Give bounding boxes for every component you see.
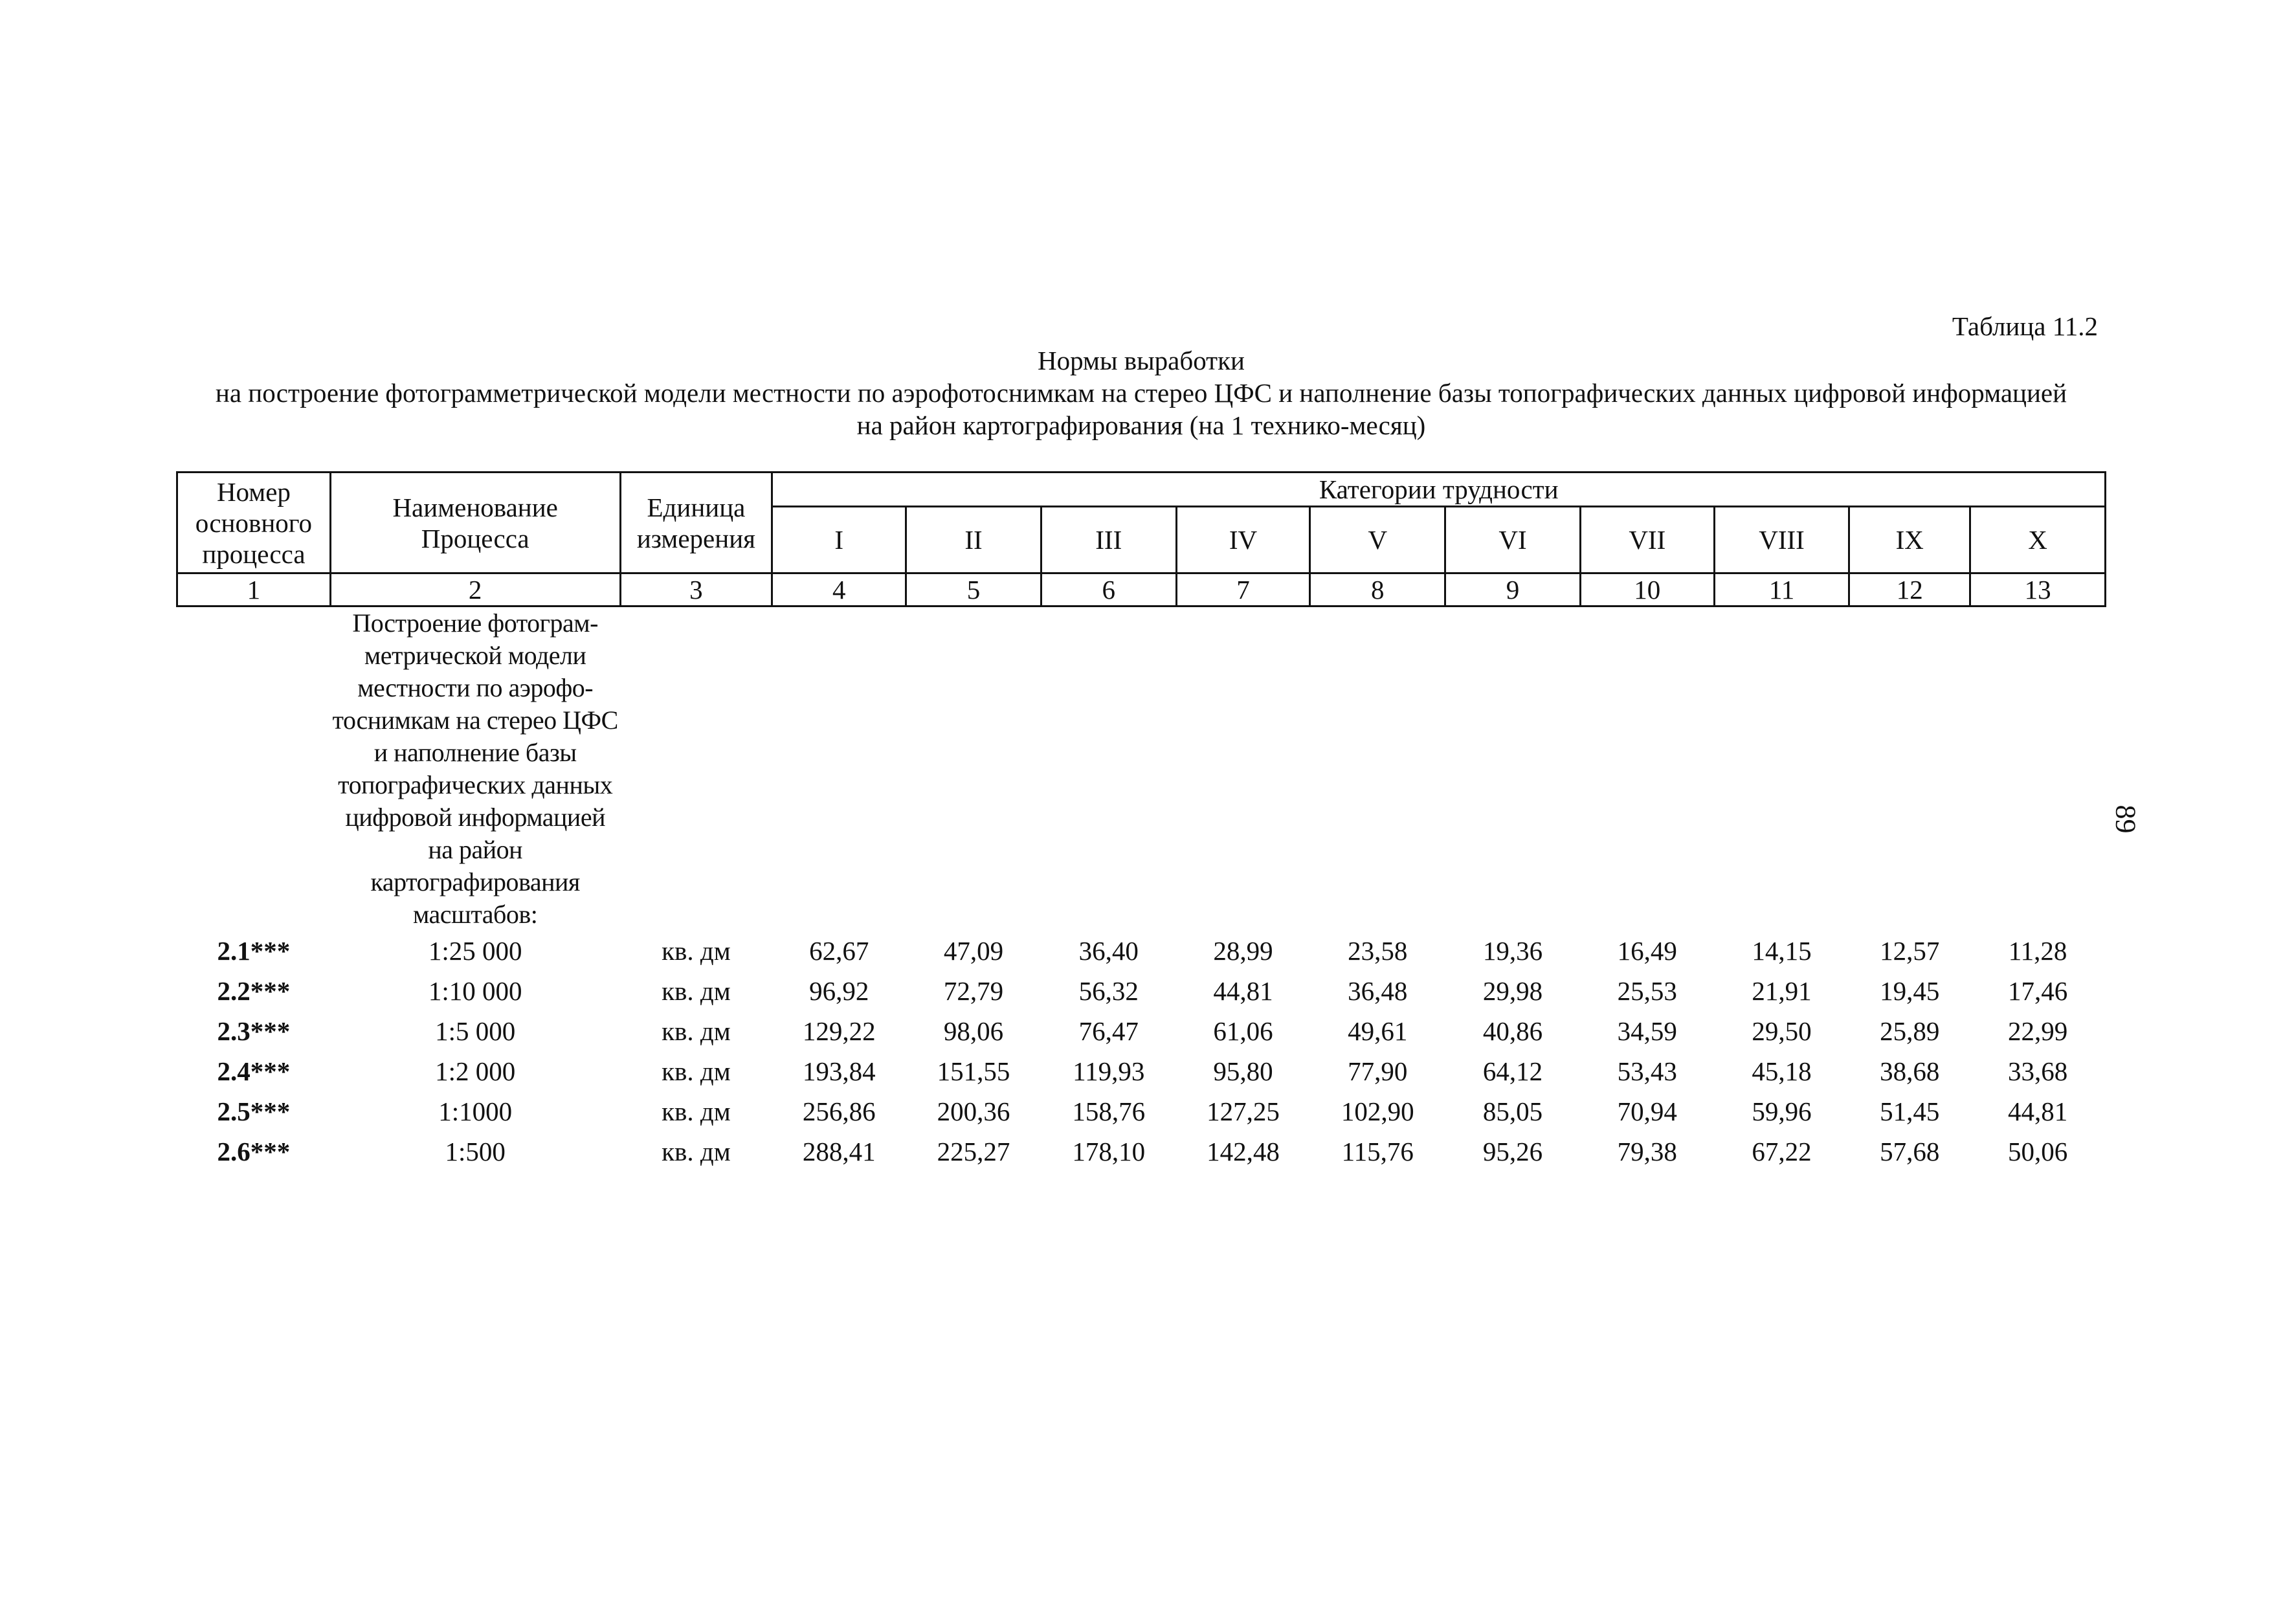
header-category: V xyxy=(1310,507,1445,573)
header-category: VII xyxy=(1580,507,1714,573)
row-value: 34,59 xyxy=(1617,1016,1677,1046)
row-value: 38,68 xyxy=(1880,1056,1940,1086)
column-number: 10 xyxy=(1580,573,1714,606)
row-value: 28,99 xyxy=(1213,936,1273,966)
table-label: Таблица 11.2 xyxy=(1952,311,2098,341)
row-value: 76,47 xyxy=(1078,1016,1139,1046)
row-unit: кв. дм xyxy=(662,1016,731,1046)
document-subtitle-line-2: на район картографирования (на 1 технико-месяц) xyxy=(856,410,1426,440)
header-process-number: Номер основного процесса xyxy=(177,473,331,573)
row-value: 36,48 xyxy=(1348,976,1408,1006)
document-subtitle-line-1: на построение фотограмметрической модели местности по аэрофотоснимкам на стерео ЦФС и наполнение базы топографических данных цифровой информацией xyxy=(215,378,2067,408)
table-row xyxy=(177,1011,2106,1051)
row-value: 29,50 xyxy=(1752,1016,1812,1046)
row-value: 158,76 xyxy=(1072,1096,1146,1126)
column-number: 6 xyxy=(1041,573,1176,606)
column-number: 11 xyxy=(1714,573,1849,606)
column-number: 9 xyxy=(1445,573,1581,606)
header-category: VIII xyxy=(1714,507,1849,573)
row-value: 17,46 xyxy=(2007,976,2068,1006)
document-title: Нормы выработки xyxy=(1038,346,1245,375)
row-value: 115,76 xyxy=(1341,1137,1414,1166)
row-value: 33,68 xyxy=(2007,1056,2068,1086)
column-number: 1 xyxy=(177,573,331,606)
process-description: Построение фотограм-метрической модели местности по аэрофо-тоснимкам на стерео ЦФС и наполнение базы топографических данных цифровой информацией на район картографирования масштабов: xyxy=(332,608,618,929)
row-unit: кв. дм xyxy=(662,1056,731,1086)
row-value: 21,91 xyxy=(1752,976,1812,1006)
row-value: 56,32 xyxy=(1078,976,1139,1006)
row-value: 36,40 xyxy=(1078,936,1139,966)
row-code: 2.1*** xyxy=(217,936,291,966)
row-value: 95,80 xyxy=(1213,1056,1273,1086)
row-value: 44,81 xyxy=(1213,976,1273,1006)
column-number: 8 xyxy=(1310,573,1445,606)
header-unit: Единица измерения xyxy=(620,473,772,573)
row-value: 19,36 xyxy=(1482,936,1543,966)
row-value: 16,49 xyxy=(1617,936,1677,966)
row-unit: кв. дм xyxy=(662,936,731,966)
row-value: 98,06 xyxy=(943,1016,1004,1046)
row-code: 2.2*** xyxy=(217,976,291,1006)
row-value: 57,68 xyxy=(1880,1137,1940,1166)
title-block xyxy=(176,344,2106,441)
row-value: 62,67 xyxy=(809,936,869,966)
norms-table xyxy=(176,471,2106,1172)
header-category: X xyxy=(1970,507,2106,573)
row-value: 119,93 xyxy=(1073,1056,1145,1086)
row-value: 142,48 xyxy=(1207,1137,1280,1166)
header-category: I xyxy=(772,507,906,573)
row-value: 23,58 xyxy=(1348,936,1408,966)
table-row xyxy=(177,1091,2106,1131)
row-value: 44,81 xyxy=(2007,1096,2068,1126)
row-value: 193,84 xyxy=(802,1056,876,1086)
table-row xyxy=(177,931,2106,971)
column-number: 2 xyxy=(330,573,620,606)
column-number: 12 xyxy=(1849,573,1970,606)
row-value: 25,89 xyxy=(1880,1016,1940,1046)
row-value: 151,55 xyxy=(937,1056,1010,1086)
row-value: 25,53 xyxy=(1617,976,1677,1006)
row-code: 2.5*** xyxy=(217,1096,291,1126)
header-category: IX xyxy=(1849,507,1970,573)
description-row xyxy=(177,606,2106,931)
row-value: 14,15 xyxy=(1752,936,1812,966)
column-number: 7 xyxy=(1176,573,1310,606)
row-value: 61,06 xyxy=(1213,1016,1273,1046)
header-category: IV xyxy=(1176,507,1310,573)
table-row xyxy=(177,1051,2106,1091)
page-number: 89 xyxy=(2110,805,2142,834)
row-value: 129,22 xyxy=(802,1016,876,1046)
row-value: 51,45 xyxy=(1880,1096,1940,1126)
row-value: 40,86 xyxy=(1482,1016,1543,1046)
row-value: 29,98 xyxy=(1482,976,1543,1006)
row-value: 256,86 xyxy=(802,1096,876,1126)
row-value: 47,09 xyxy=(943,936,1004,966)
row-value: 19,45 xyxy=(1880,976,1940,1006)
row-value: 79,38 xyxy=(1617,1137,1677,1166)
column-number: 3 xyxy=(620,573,772,606)
header-categories-group: Категории трудности xyxy=(772,473,2106,507)
row-value: 50,06 xyxy=(2007,1137,2068,1166)
row-value: 67,22 xyxy=(1752,1137,1812,1166)
row-value: 59,96 xyxy=(1752,1096,1812,1126)
header-category: III xyxy=(1041,507,1176,573)
header-process-name: Наименование Процесса xyxy=(330,473,620,573)
row-value: 70,94 xyxy=(1617,1096,1677,1126)
row-name: 1:10 000 xyxy=(428,976,522,1006)
column-number: 5 xyxy=(906,573,1041,606)
row-name: 1:1000 xyxy=(438,1096,513,1126)
header-category: VI xyxy=(1445,507,1581,573)
row-name: 1:25 000 xyxy=(428,936,522,966)
table-row xyxy=(177,971,2106,1011)
row-value: 49,61 xyxy=(1348,1016,1408,1046)
row-value: 53,43 xyxy=(1617,1056,1677,1086)
row-code: 2.6*** xyxy=(217,1137,291,1166)
row-value: 288,41 xyxy=(802,1137,876,1166)
row-value: 225,27 xyxy=(937,1137,1010,1166)
row-value: 45,18 xyxy=(1752,1056,1812,1086)
row-value: 102,90 xyxy=(1341,1096,1414,1126)
row-name: 1:5 000 xyxy=(435,1016,516,1046)
row-unit: кв. дм xyxy=(662,1137,731,1166)
row-value: 178,10 xyxy=(1072,1137,1146,1166)
row-value: 64,12 xyxy=(1482,1056,1543,1086)
row-value: 127,25 xyxy=(1207,1096,1280,1126)
row-code: 2.3*** xyxy=(217,1016,291,1046)
column-number: 4 xyxy=(772,573,906,606)
row-value: 85,05 xyxy=(1482,1096,1543,1126)
row-value: 77,90 xyxy=(1348,1056,1408,1086)
row-unit: кв. дм xyxy=(662,1096,731,1126)
row-value: 22,99 xyxy=(2007,1016,2068,1046)
row-name: 1:2 000 xyxy=(435,1056,516,1086)
row-value: 12,57 xyxy=(1880,936,1940,966)
row-value: 72,79 xyxy=(943,976,1004,1006)
row-value: 11,28 xyxy=(2008,936,2067,966)
column-number: 13 xyxy=(1970,573,2106,606)
row-unit: кв. дм xyxy=(662,976,731,1006)
row-name: 1:500 xyxy=(445,1137,506,1166)
header-category: II xyxy=(906,507,1041,573)
row-code: 2.4*** xyxy=(217,1056,291,1086)
table-row xyxy=(177,1131,2106,1172)
row-value: 95,26 xyxy=(1482,1137,1543,1166)
row-value: 200,36 xyxy=(937,1096,1010,1126)
row-value: 96,92 xyxy=(809,976,869,1006)
